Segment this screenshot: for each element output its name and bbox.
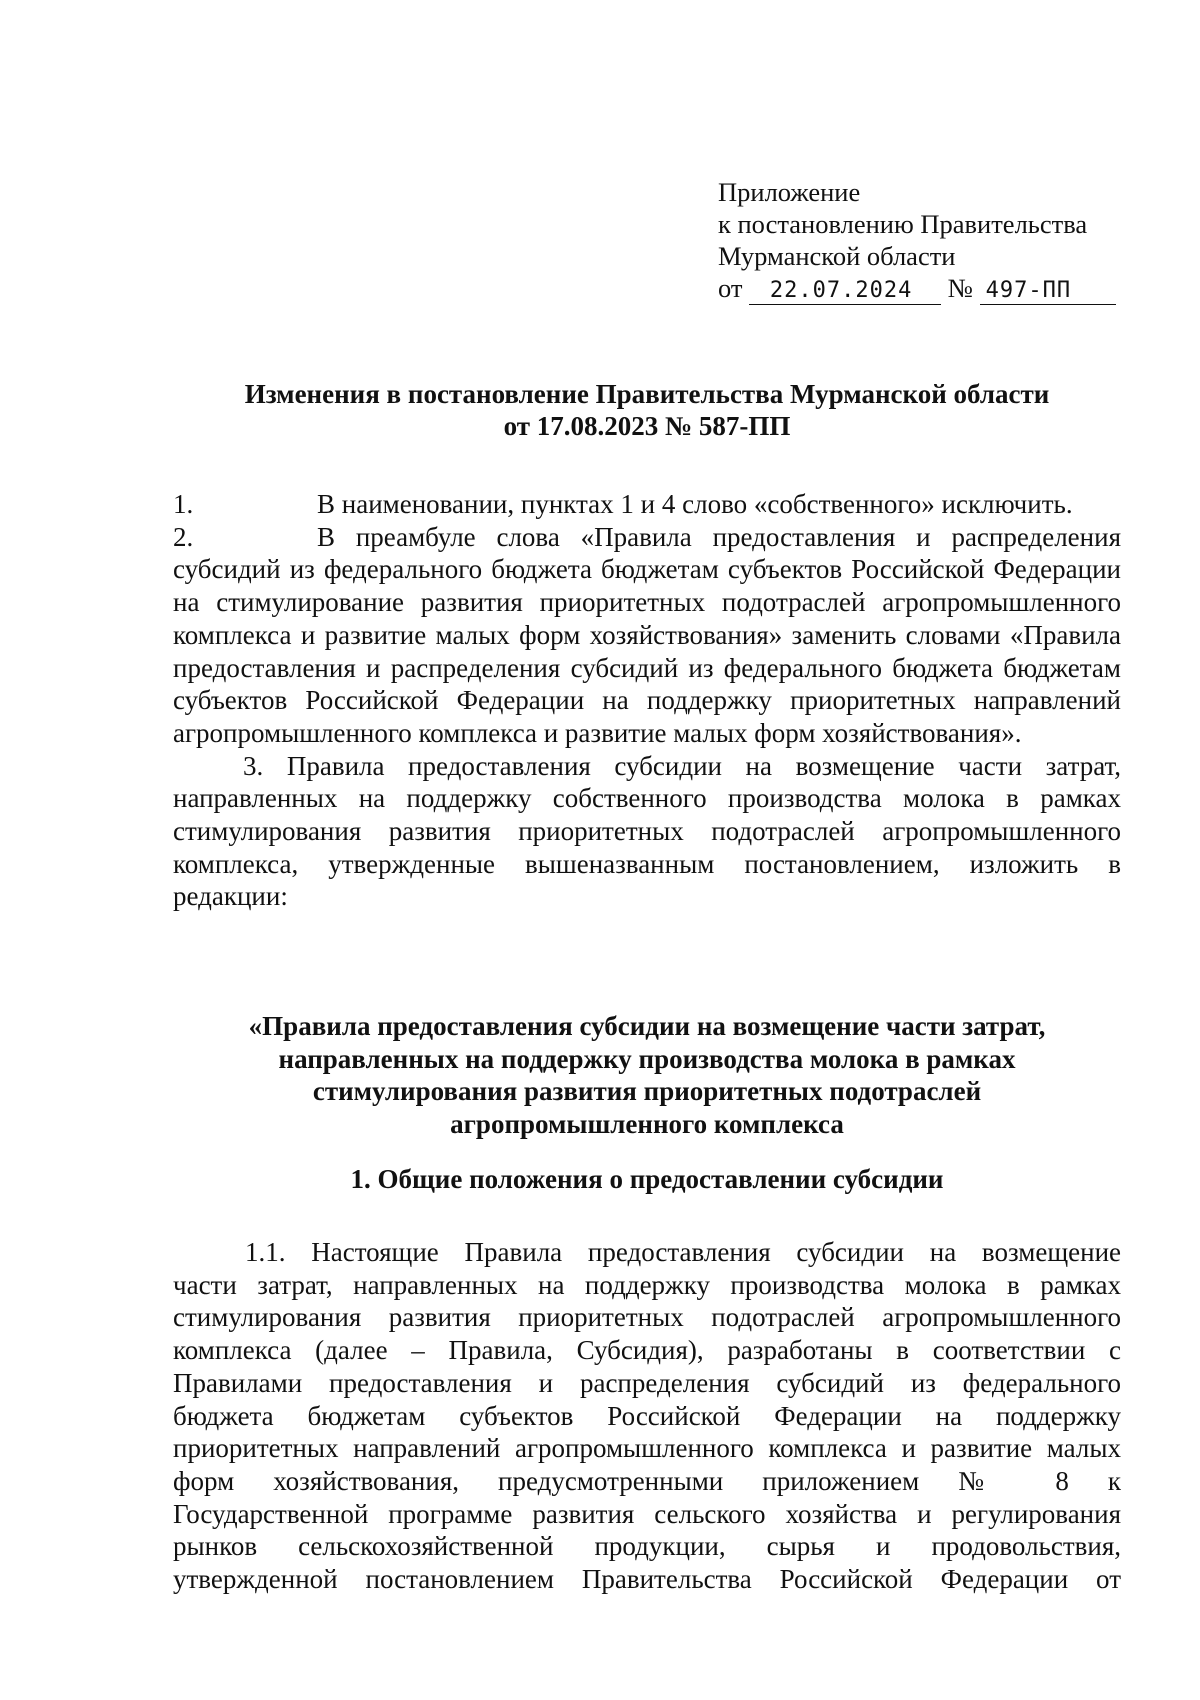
section-line-9: Государственной программе развития сельского хозяйства и регулирования (173, 1498, 1121, 1529)
section-line-3: стимулирования развития приоритетных подотраслей агропромышленного (173, 1302, 1121, 1333)
section-line-11: утвержденной постановлением Правительства Российской Федерации от (173, 1564, 1121, 1595)
section-line-8: форм хозяйствования, предусмотренными приложением № 8 к (173, 1465, 1121, 1496)
from-label: от (718, 273, 743, 303)
appendix-date-line (718, 272, 1116, 305)
item-3-text: 3. Правила предоставления субсидии на возмещение части затрат, направленных на поддержку собственного производства молока в рамках стимулирования развития приоритетных подотраслей агропромышленного комплекса, утвержденные вышеназванным постановлением, изложить в редакции: (173, 750, 1121, 912)
section-line-1: 1.1. Настоящие Правила предоставления субсидии на возмещение (245, 1237, 1121, 1267)
rules-title-line-3: стимулирования развития приоритетных подотраслей (312, 1076, 982, 1106)
section-line-4: комплекса (далее – Правила, Субсидия), разработаны в соответствии с (173, 1335, 1121, 1366)
section-line-7: приоритетных направлений агропромышленного комплекса и развитие малых (173, 1433, 1121, 1464)
item-2 (173, 521, 1121, 750)
number-field: 497-ПП (980, 278, 1116, 305)
section-title: 1. Общие положения о предоставлении субсидии (350, 1164, 944, 1194)
appendix-block (718, 176, 1116, 305)
appendix-line-1: Приложение (718, 177, 861, 207)
item-1 (173, 488, 1121, 521)
amendment-items (173, 488, 1121, 913)
appendix-line-3: Мурманской области (718, 241, 956, 271)
section-body (173, 1236, 1121, 1596)
section-line-5: Правилами предоставления и распределения субсидий из федерального (173, 1367, 1121, 1398)
item-2-number: 2. (173, 521, 194, 552)
number-label: № (947, 273, 974, 303)
document-title (173, 378, 1121, 442)
date-field: 22.07.2024 (749, 278, 941, 305)
item-2-text: В преамбуле слова «Правила предоставления и распределения субсидий из федерального бюджета бюджетам субъектов Российской Федерации на стимулирование развития приоритетных подотраслей агропромышленного комплекса и развитие малых форм хозяйствования» заменить словами «Правила предоставления и распределения субсидий из федерального бюджета бюджетам субъектов Российской Федерации на поддержку приоритетных направлений агропромышленного комплекса и развитие малых форм хозяйствования». (173, 521, 1121, 748)
rules-title-line-2: направленных на поддержку производства молока в рамках (278, 1043, 1016, 1074)
title-line-2: от 17.08.2023 № 587-ПП (503, 411, 791, 441)
appendix-line-2: к постановлению Правительства (718, 209, 1088, 239)
section-line-2: части затрат, направленных на поддержку производства молока в рамках (173, 1269, 1121, 1300)
rules-title-line-4: агропромышленного комплекса (450, 1108, 844, 1139)
section-line-6: бюджета бюджетам субъектов Российской Федерации на поддержку (173, 1400, 1121, 1431)
item-1-number: 1. (173, 489, 194, 519)
rules-title (173, 1010, 1121, 1140)
rules-title-line-1: «Правила предоставления субсидии на возмещение части затрат, (248, 1011, 1046, 1041)
title-line-1: Изменения в постановление Правительства Мурманской области (244, 379, 1050, 409)
item-3 (173, 750, 1121, 914)
section-line-10: рынков сельскохозяйственной продукции, сырья и продовольствия, (173, 1531, 1121, 1562)
item-1-text: В наименовании, пунктах 1 и 4 слово «собственного» исключить. (317, 489, 1073, 519)
